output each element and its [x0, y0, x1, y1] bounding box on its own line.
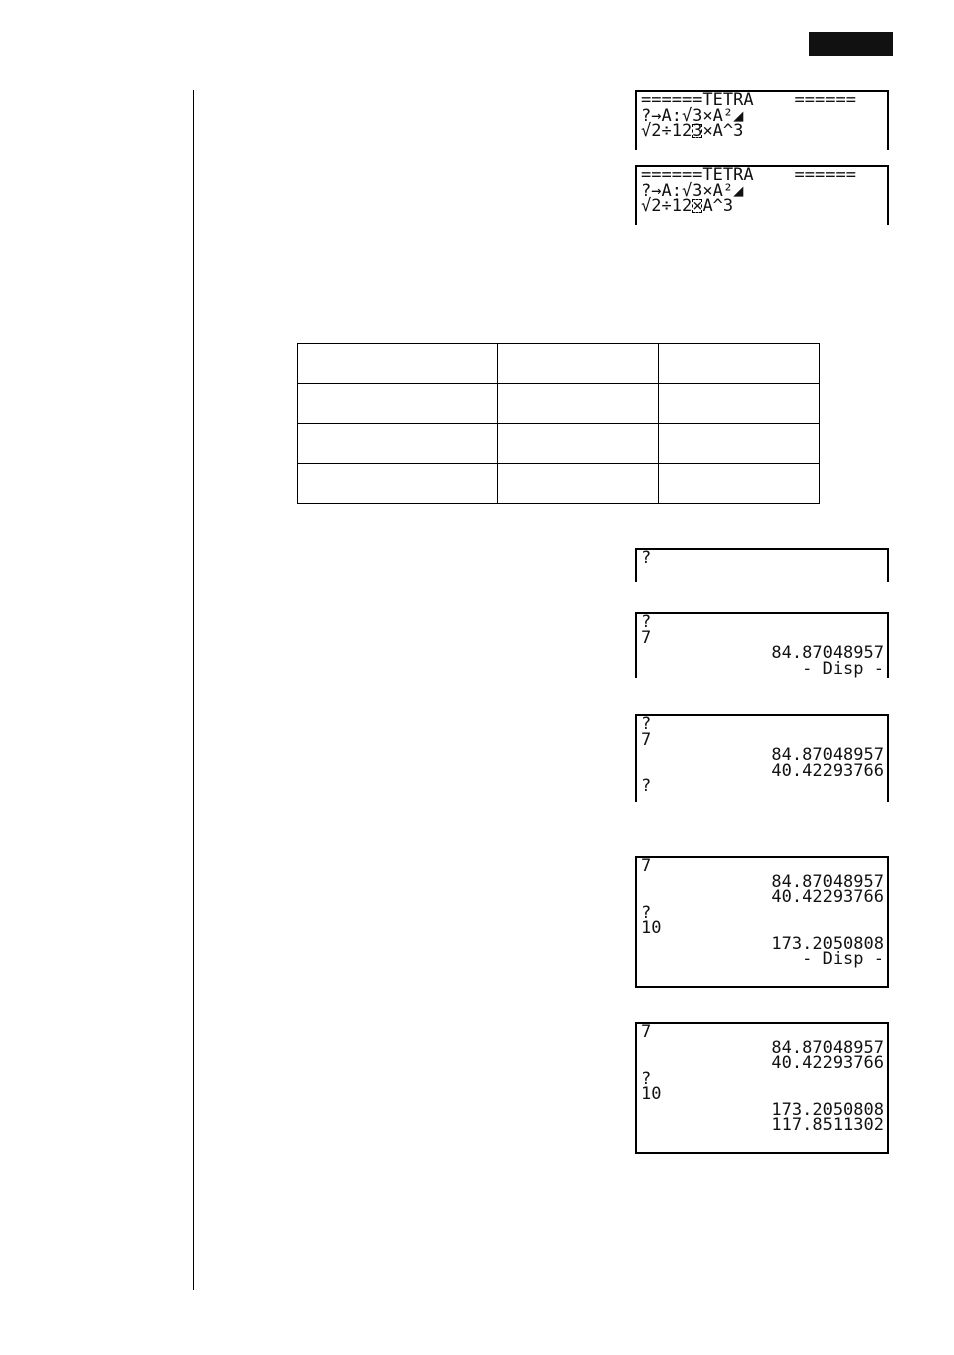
table-cell	[498, 424, 659, 464]
screen-line: ?	[641, 776, 652, 796]
cursor-selection: 3	[692, 121, 703, 141]
calculator-screen-3	[635, 548, 889, 582]
screen-line	[641, 196, 884, 216]
screen-line: - Disp -	[802, 658, 884, 678]
calculator-screen-6	[635, 856, 889, 988]
table-row	[298, 384, 820, 424]
margin-rule	[193, 90, 194, 1290]
table-cell	[298, 344, 498, 384]
table-cell	[659, 424, 820, 464]
table-cell	[298, 384, 498, 424]
screen-line: ======TETRA ======	[641, 90, 856, 110]
cursor-selection: ×	[692, 196, 703, 216]
screen-line: ======TETRA ======	[641, 165, 856, 185]
screen-line: 173.2050808	[771, 933, 884, 954]
calculator-screen-4	[635, 612, 889, 678]
table-cell	[298, 464, 498, 504]
table-cell	[498, 464, 659, 504]
table-cell	[659, 384, 820, 424]
calculator-screen-1	[635, 90, 889, 150]
screen-line: 7	[641, 856, 652, 876]
screen-line: ?	[641, 612, 652, 632]
screen-line: 7	[641, 627, 652, 648]
screen-line: 173.2050808	[771, 1099, 884, 1120]
table-row	[298, 344, 820, 384]
screen-line: 84.87048957	[771, 745, 884, 765]
table-cell	[498, 344, 659, 384]
table-row	[298, 464, 820, 504]
screen-line: 10	[641, 918, 662, 938]
empty-table	[297, 343, 820, 504]
table-cell	[298, 424, 498, 464]
screen-line: - Disp -	[802, 949, 884, 969]
screen-line: 84.87048957	[771, 643, 884, 663]
screen-line: ?	[641, 548, 652, 568]
screen-line: ?→A:√3×A²◢	[641, 180, 744, 201]
screen-line: 117.8511302	[771, 1115, 884, 1135]
table-cell	[659, 464, 820, 504]
screen-line: 7	[641, 1022, 652, 1042]
line-text: A^3	[702, 196, 734, 216]
screen-line: ?	[641, 714, 652, 734]
screen-line: 40.42293766	[771, 760, 884, 781]
screen-line: ?→A:√3×A²◢	[641, 105, 744, 126]
calculator-screen-7	[635, 1022, 889, 1154]
screen-line: 84.87048957	[771, 1037, 884, 1058]
screen-line: 7	[641, 729, 652, 750]
table-cell	[659, 344, 820, 384]
table-cell	[498, 384, 659, 424]
screen-line: 10	[641, 1084, 662, 1104]
calculator-screen-5	[635, 714, 889, 802]
screen-line: 40.42293766	[771, 887, 884, 907]
screen-line: 40.42293766	[771, 1053, 884, 1073]
screen-line	[641, 121, 884, 141]
page-tab-marker	[809, 32, 893, 56]
line-text: ×A^3	[702, 121, 744, 141]
calculator-screen-2	[635, 165, 889, 225]
screen-line: ?	[641, 1068, 652, 1089]
screen-line: 84.87048957	[771, 871, 884, 892]
line-text: √2÷12	[641, 196, 693, 216]
line-text: √2÷12	[641, 121, 693, 141]
table-row	[298, 424, 820, 464]
screen-line: ?	[641, 902, 652, 923]
